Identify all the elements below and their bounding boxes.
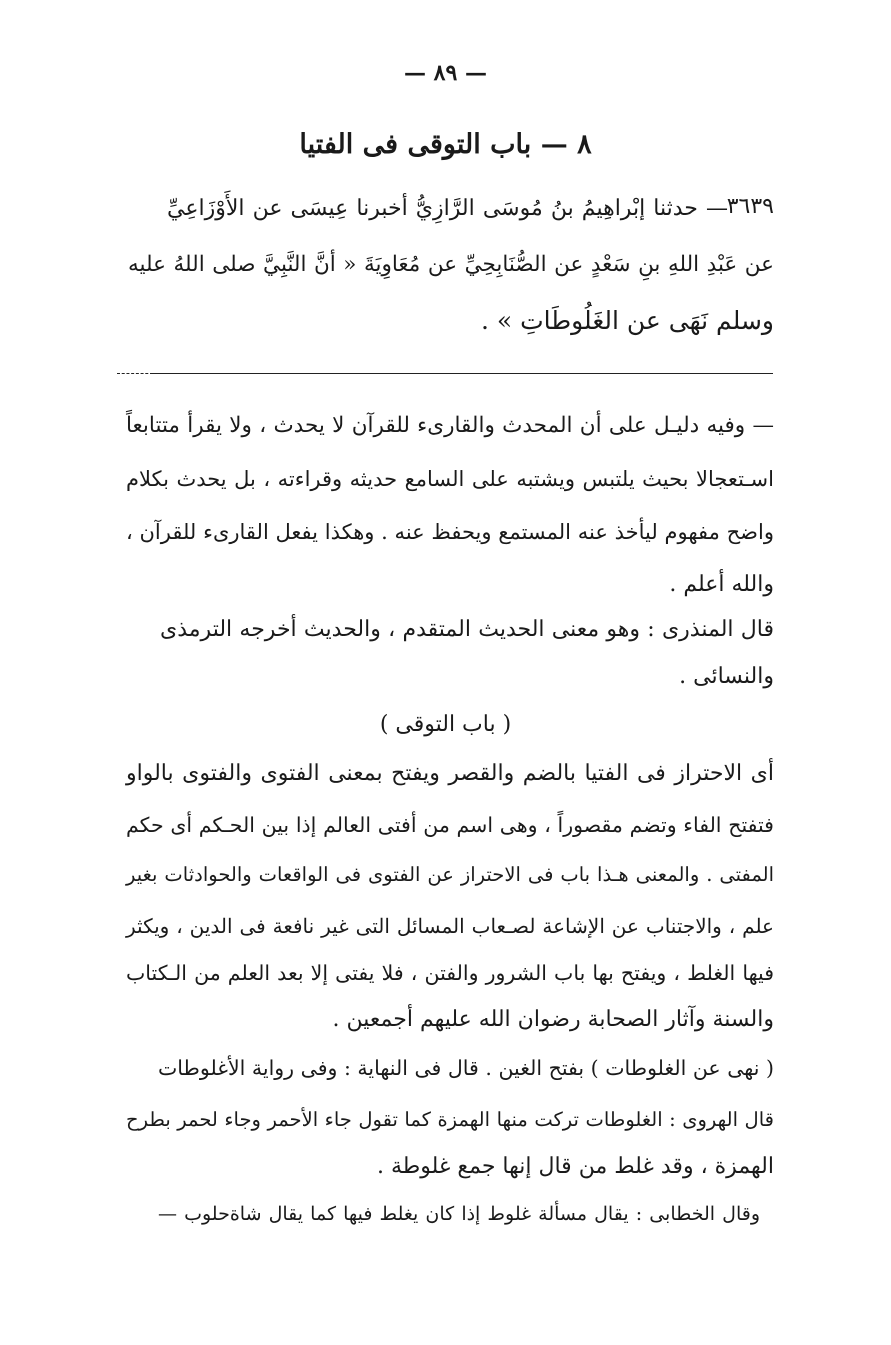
footnote-separator-dash: [117, 373, 153, 374]
section-subheading: ( باب التوقى ): [379, 712, 512, 737]
commentary-line-3: واضح مفهوم ليأخذ عنه المستمع ويحفظ عنه . وهكذا يفعل القارىء للقرآن ،: [126, 520, 774, 544]
body-line-3: المفتى . والمعنى هـذا باب فى الاحتراز عن الفتوى فى الواقعات والحوادثات بغير: [126, 863, 774, 886]
commentary-line-4: والله أعلم .: [669, 572, 774, 597]
body-line-4: علم ، والاجتناب عن الإشاعة لصـعاب المسائل التى غير نافعة فى الدين ، ويكثر: [126, 914, 774, 938]
commentary-line-2: اسـتعجالا بحيث يلتبس ويشتبه على السامع حديثه وقراءته ، بل يحدث بكلام: [126, 467, 774, 491]
hadith-line-2: عن عَبْدِ اللهِ بنِ سَعْدٍ عن الصُّنَابِحِيِّ عن مُعَاوِيَةَ « أنَّ النَّبِيَّ صلى اللهُ عليه: [128, 252, 774, 277]
hadith-line-1: [167, 192, 728, 226]
chapter-heading: ٨ — باب التوقى فى الفتيا: [299, 129, 592, 160]
body-line-6: والسنة وآثار الصحابة رضوان الله عليهم أجمعين .: [332, 1007, 774, 1032]
body-line-9: الهمزة ، وقد غلط من قال إنها جمع غلوطة .: [376, 1154, 774, 1179]
commentary-line-6: والنسائى .: [679, 664, 774, 689]
hadith-line-3: وسلم نَهَى عن الغَلُوطَاتِ » .: [480, 306, 774, 335]
commentary-line-5: قال المنذرى : وهو معنى الحديث المتقدم ، والحديث أخرجه الترمذى: [160, 617, 774, 642]
footnote-separator: [118, 373, 773, 374]
body-line-5: فيها الغلط ، ويفتح بها باب الشرور والفتن ، فلا يفتى إلا بعد العلم من الـكتاب: [126, 961, 774, 985]
body-line-7: ( نهى عن الغلوطات ) بفتح الغين . قال فى النهاية : وفى رواية الأغلوطات: [158, 1056, 774, 1080]
body-line-10: وقال الخطابى : يقال مسألة غلوط إذا كان يغلط فيها كما يقال شاةحلوب —: [158, 1203, 760, 1225]
body-line-2: فتفتح الفاء وتضم مقصوراً ، وهى اسم من أفتى العالم إذا بين الحـكم أى حكم: [126, 813, 774, 837]
commentary-line-1: — وفيه دليـل على أن المحدث والقارىء للقرآن لا يحدث ، ولا يقرأ متتابعاً: [126, 413, 774, 438]
hadith-line-1-text: — حدثنا إبْراهِيمُ بنُ مُوسَى الرَّازِيُّ أخبرنا عِيسَى عن الأَوْزَاعِيِّ: [167, 196, 728, 221]
body-line-8: قال الهروى : الغلوطات تركت منها الهمزة كما تقول جاء الأحمر وجاء لحمر بطرح: [126, 1108, 774, 1131]
body-line-1: أى الاحتراز فى الفتيا بالضم والقصر ويفتح بمعنى الفتوى والفتوى بالواو: [126, 761, 774, 786]
page-number: — ٨٩ —: [404, 60, 487, 86]
hadith-number: ٣٦٣٩: [726, 194, 774, 219]
